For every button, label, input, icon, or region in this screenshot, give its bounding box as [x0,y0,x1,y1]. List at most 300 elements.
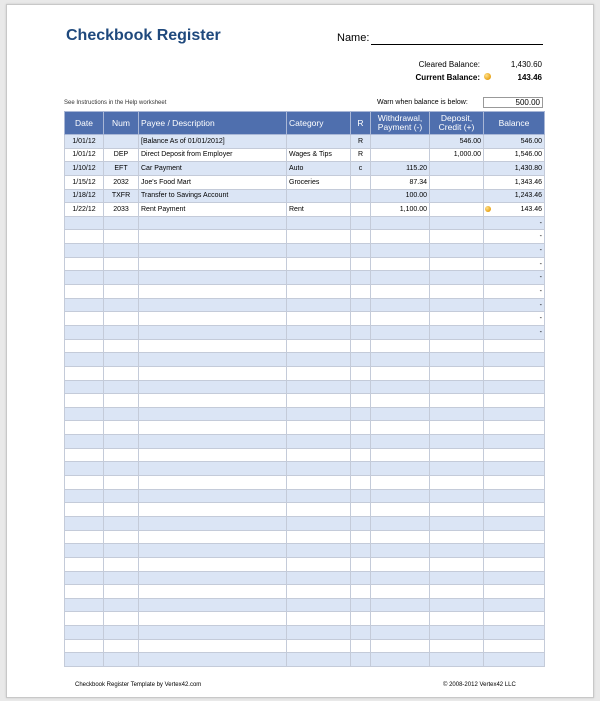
balance-cell[interactable]: 1,343.46 [484,175,545,189]
deposit-cell[interactable]: 546.00 [430,135,484,149]
reconciled-cell[interactable] [351,298,371,312]
reconciled-cell[interactable] [351,285,371,299]
payee-cell[interactable] [139,503,287,517]
reconciled-cell[interactable] [351,503,371,517]
date-cell[interactable] [65,216,104,230]
num-cell[interactable] [104,421,139,435]
balance-cell[interactable] [484,612,545,626]
reconciled-cell[interactable] [351,653,371,667]
payee-cell[interactable] [139,516,287,530]
payee-cell[interactable] [139,339,287,353]
deposit-cell[interactable] [430,544,484,558]
reconciled-cell[interactable] [351,530,371,544]
category-cell[interactable] [287,353,351,367]
date-cell[interactable] [65,298,104,312]
category-cell[interactable] [287,325,351,339]
deposit-cell[interactable] [430,175,484,189]
category-cell[interactable] [287,476,351,490]
balance-cell[interactable] [484,516,545,530]
payee-cell[interactable] [139,285,287,299]
payee-cell[interactable] [139,421,287,435]
reconciled-cell[interactable] [351,312,371,326]
withdrawal-cell[interactable] [371,353,430,367]
reconciled-cell[interactable] [351,448,371,462]
num-cell[interactable] [104,626,139,640]
num-cell[interactable] [104,271,139,285]
num-cell[interactable] [104,612,139,626]
reconciled-cell[interactable] [351,257,371,271]
balance-cell[interactable]: - [484,216,545,230]
reconciled-cell[interactable] [351,216,371,230]
num-cell[interactable] [104,530,139,544]
reconciled-cell[interactable] [351,271,371,285]
category-cell[interactable] [287,312,351,326]
reconciled-cell[interactable] [351,230,371,244]
num-cell[interactable] [104,394,139,408]
payee-cell[interactable] [139,380,287,394]
deposit-cell[interactable] [430,394,484,408]
column-header-reconciled[interactable]: R [351,112,371,135]
category-cell[interactable] [287,421,351,435]
deposit-cell[interactable] [430,298,484,312]
date-cell[interactable] [65,598,104,612]
withdrawal-cell[interactable] [371,503,430,517]
deposit-cell[interactable] [430,366,484,380]
reconciled-cell[interactable] [351,571,371,585]
deposit-cell[interactable] [430,189,484,203]
deposit-cell[interactable] [430,339,484,353]
num-cell[interactable] [104,325,139,339]
num-cell[interactable] [104,312,139,326]
num-cell[interactable] [104,585,139,599]
category-cell[interactable] [287,189,351,203]
deposit-cell[interactable] [430,653,484,667]
withdrawal-cell[interactable]: 1,100.00 [371,203,430,217]
payee-cell[interactable] [139,407,287,421]
payee-cell[interactable] [139,216,287,230]
date-cell[interactable] [65,557,104,571]
date-cell[interactable]: 1/01/12 [65,148,104,162]
date-cell[interactable] [65,257,104,271]
balance-cell[interactable] [484,639,545,653]
date-cell[interactable]: 1/22/12 [65,203,104,217]
category-cell[interactable] [287,380,351,394]
category-cell[interactable] [287,612,351,626]
category-cell[interactable] [287,394,351,408]
category-cell[interactable] [287,407,351,421]
reconciled-cell[interactable] [351,462,371,476]
payee-cell[interactable]: Transfer to Savings Account [139,189,287,203]
category-cell[interactable] [287,585,351,599]
date-cell[interactable]: 1/15/12 [65,175,104,189]
withdrawal-cell[interactable] [371,639,430,653]
column-header-date[interactable]: Date [65,112,104,135]
category-cell[interactable] [287,639,351,653]
balance-cell[interactable] [484,394,545,408]
deposit-cell[interactable] [430,626,484,640]
deposit-cell[interactable] [430,271,484,285]
num-cell[interactable] [104,339,139,353]
payee-cell[interactable] [139,530,287,544]
deposit-cell[interactable] [430,503,484,517]
num-cell[interactable] [104,353,139,367]
withdrawal-cell[interactable] [371,557,430,571]
balance-cell[interactable] [484,544,545,558]
balance-cell[interactable] [484,435,545,449]
balance-cell[interactable] [484,462,545,476]
date-cell[interactable] [65,516,104,530]
balance-cell[interactable] [484,503,545,517]
num-cell[interactable] [104,257,139,271]
date-cell[interactable] [65,448,104,462]
num-cell[interactable] [104,230,139,244]
reconciled-cell[interactable] [351,421,371,435]
balance-cell[interactable] [484,626,545,640]
balance-cell[interactable] [484,366,545,380]
category-cell[interactable] [287,298,351,312]
reconciled-cell[interactable] [351,544,371,558]
date-cell[interactable] [65,626,104,640]
date-cell[interactable] [65,489,104,503]
payee-cell[interactable] [139,585,287,599]
balance-cell[interactable] [484,380,545,394]
withdrawal-cell[interactable] [371,230,430,244]
withdrawal-cell[interactable] [371,325,430,339]
deposit-cell[interactable] [430,244,484,258]
num-cell[interactable] [104,462,139,476]
date-cell[interactable] [65,476,104,490]
num-cell[interactable] [104,135,139,149]
num-cell[interactable] [104,448,139,462]
date-cell[interactable] [65,312,104,326]
category-cell[interactable] [287,653,351,667]
category-cell[interactable]: Wages & Tips [287,148,351,162]
date-cell[interactable]: 1/10/12 [65,162,104,176]
balance-cell[interactable]: 1,430.80 [484,162,545,176]
withdrawal-cell[interactable] [371,421,430,435]
withdrawal-cell[interactable] [371,135,430,149]
withdrawal-cell[interactable] [371,516,430,530]
category-cell[interactable] [287,257,351,271]
num-cell[interactable] [104,216,139,230]
category-cell[interactable] [287,271,351,285]
balance-cell[interactable] [484,353,545,367]
payee-cell[interactable] [139,462,287,476]
category-cell[interactable] [287,598,351,612]
balance-cell[interactable] [484,598,545,612]
payee-cell[interactable] [139,557,287,571]
num-cell[interactable]: TXFR [104,189,139,203]
num-cell[interactable] [104,435,139,449]
reconciled-cell[interactable] [351,394,371,408]
balance-cell[interactable]: - [484,230,545,244]
date-cell[interactable] [65,339,104,353]
date-cell[interactable] [65,366,104,380]
balance-cell[interactable]: - [484,271,545,285]
balance-cell[interactable] [484,448,545,462]
balance-cell[interactable] [484,407,545,421]
withdrawal-cell[interactable] [371,285,430,299]
date-cell[interactable] [65,503,104,517]
num-cell[interactable] [104,516,139,530]
reconciled-cell[interactable] [351,203,371,217]
deposit-cell[interactable] [430,476,484,490]
withdrawal-cell[interactable] [371,394,430,408]
deposit-cell[interactable] [430,421,484,435]
payee-cell[interactable] [139,257,287,271]
reconciled-cell[interactable] [351,366,371,380]
reconciled-cell[interactable] [351,489,371,503]
deposit-cell[interactable] [430,230,484,244]
payee-cell[interactable] [139,626,287,640]
date-cell[interactable] [65,353,104,367]
reconciled-cell[interactable] [351,325,371,339]
deposit-cell[interactable] [430,162,484,176]
balance-cell[interactable] [484,489,545,503]
payee-cell[interactable] [139,394,287,408]
column-header-deposit[interactable]: Deposit, Credit (+) [430,112,484,135]
balance-cell[interactable]: - [484,244,545,258]
date-cell[interactable] [65,462,104,476]
deposit-cell[interactable] [430,571,484,585]
payee-cell[interactable] [139,612,287,626]
deposit-cell[interactable]: 1,000.00 [430,148,484,162]
deposit-cell[interactable] [430,585,484,599]
num-cell[interactable] [104,571,139,585]
num-cell[interactable]: EFT [104,162,139,176]
balance-cell[interactable]: - [484,325,545,339]
reconciled-cell[interactable] [351,244,371,258]
category-cell[interactable] [287,557,351,571]
payee-cell[interactable]: Rent Payment [139,203,287,217]
deposit-cell[interactable] [430,516,484,530]
column-header-num[interactable]: Num [104,112,139,135]
withdrawal-cell[interactable] [371,216,430,230]
num-cell[interactable] [104,380,139,394]
balance-cell[interactable]: 1,243.46 [484,189,545,203]
reconciled-cell[interactable] [351,557,371,571]
date-cell[interactable] [65,407,104,421]
category-cell[interactable] [287,544,351,558]
category-cell[interactable] [287,503,351,517]
column-header-payee[interactable]: Payee / Description [139,112,287,135]
withdrawal-cell[interactable] [371,571,430,585]
num-cell[interactable] [104,639,139,653]
balance-cell[interactable]: - [484,257,545,271]
category-cell[interactable] [287,339,351,353]
date-cell[interactable] [65,421,104,435]
balance-cell[interactable]: - [484,285,545,299]
payee-cell[interactable]: [Balance As of 01/01/2012] [139,135,287,149]
date-cell[interactable] [65,653,104,667]
num-cell[interactable] [104,407,139,421]
deposit-cell[interactable] [430,257,484,271]
deposit-cell[interactable] [430,557,484,571]
payee-cell[interactable] [139,244,287,258]
withdrawal-cell[interactable]: 87.34 [371,175,430,189]
balance-cell[interactable] [484,203,545,217]
reconciled-cell[interactable] [351,516,371,530]
num-cell[interactable] [104,476,139,490]
category-cell[interactable] [287,135,351,149]
withdrawal-cell[interactable]: 115.20 [371,162,430,176]
withdrawal-cell[interactable] [371,435,430,449]
num-cell[interactable] [104,598,139,612]
num-cell[interactable] [104,298,139,312]
balance-cell[interactable]: - [484,312,545,326]
withdrawal-cell[interactable] [371,271,430,285]
withdrawal-cell[interactable] [371,489,430,503]
payee-cell[interactable] [139,544,287,558]
balance-cell[interactable] [484,476,545,490]
date-cell[interactable] [65,325,104,339]
num-cell[interactable] [104,366,139,380]
num-cell[interactable] [104,244,139,258]
withdrawal-cell[interactable] [371,244,430,258]
date-cell[interactable] [65,612,104,626]
deposit-cell[interactable] [430,203,484,217]
withdrawal-cell[interactable] [371,148,430,162]
category-cell[interactable] [287,244,351,258]
withdrawal-cell[interactable] [371,339,430,353]
deposit-cell[interactable] [430,407,484,421]
reconciled-cell[interactable] [351,639,371,653]
payee-cell[interactable] [139,489,287,503]
deposit-cell[interactable] [430,353,484,367]
reconciled-cell[interactable] [351,339,371,353]
date-cell[interactable] [65,230,104,244]
withdrawal-cell[interactable] [371,407,430,421]
withdrawal-cell[interactable] [371,544,430,558]
category-cell[interactable]: Groceries [287,175,351,189]
category-cell[interactable] [287,571,351,585]
deposit-cell[interactable] [430,325,484,339]
balance-cell[interactable] [484,571,545,585]
date-cell[interactable] [65,544,104,558]
reconciled-cell[interactable] [351,435,371,449]
date-cell[interactable] [65,380,104,394]
payee-cell[interactable] [139,653,287,667]
category-cell[interactable] [287,462,351,476]
category-cell[interactable] [287,435,351,449]
category-cell[interactable]: Rent [287,203,351,217]
balance-cell[interactable] [484,421,545,435]
category-cell[interactable] [287,530,351,544]
date-cell[interactable] [65,585,104,599]
reconciled-cell[interactable] [351,175,371,189]
category-cell[interactable] [287,230,351,244]
category-cell[interactable] [287,489,351,503]
reconciled-cell[interactable]: c [351,162,371,176]
reconciled-cell[interactable] [351,598,371,612]
withdrawal-cell[interactable] [371,653,430,667]
payee-cell[interactable] [139,639,287,653]
balance-cell[interactable]: 1,546.00 [484,148,545,162]
payee-cell[interactable] [139,476,287,490]
withdrawal-cell[interactable] [371,298,430,312]
date-cell[interactable] [65,244,104,258]
deposit-cell[interactable] [430,489,484,503]
date-cell[interactable] [65,394,104,408]
payee-cell[interactable] [139,598,287,612]
deposit-cell[interactable] [430,598,484,612]
date-cell[interactable] [65,530,104,544]
deposit-cell[interactable] [430,216,484,230]
reconciled-cell[interactable] [351,476,371,490]
payee-cell[interactable] [139,571,287,585]
payee-cell[interactable] [139,312,287,326]
deposit-cell[interactable] [430,435,484,449]
deposit-cell[interactable] [430,380,484,394]
category-cell[interactable] [287,626,351,640]
withdrawal-cell[interactable] [371,612,430,626]
payee-cell[interactable] [139,325,287,339]
reconciled-cell[interactable] [351,189,371,203]
warn-threshold-input[interactable]: 500.00 [483,97,543,108]
deposit-cell[interactable] [430,312,484,326]
withdrawal-cell[interactable] [371,312,430,326]
deposit-cell[interactable] [430,285,484,299]
reconciled-cell[interactable] [351,407,371,421]
deposit-cell[interactable] [430,462,484,476]
category-cell[interactable]: Auto [287,162,351,176]
withdrawal-cell[interactable] [371,530,430,544]
reconciled-cell[interactable] [351,585,371,599]
name-field[interactable] [371,44,543,45]
category-cell[interactable] [287,216,351,230]
category-cell[interactable] [287,516,351,530]
payee-cell[interactable]: Car Payment [139,162,287,176]
num-cell[interactable] [104,544,139,558]
date-cell[interactable] [65,285,104,299]
withdrawal-cell[interactable] [371,598,430,612]
balance-cell[interactable] [484,557,545,571]
date-cell[interactable]: 1/01/12 [65,135,104,149]
deposit-cell[interactable] [430,448,484,462]
withdrawal-cell[interactable]: 100.00 [371,189,430,203]
category-cell[interactable] [287,366,351,380]
payee-cell[interactable] [139,448,287,462]
column-header-category[interactable]: Category [287,112,351,135]
withdrawal-cell[interactable] [371,257,430,271]
num-cell[interactable] [104,653,139,667]
date-cell[interactable] [65,571,104,585]
num-cell[interactable] [104,503,139,517]
category-cell[interactable] [287,448,351,462]
num-cell[interactable]: DEP [104,148,139,162]
withdrawal-cell[interactable] [371,462,430,476]
payee-cell[interactable] [139,366,287,380]
num-cell[interactable] [104,489,139,503]
withdrawal-cell[interactable] [371,626,430,640]
deposit-cell[interactable] [430,639,484,653]
column-header-withdrawal[interactable]: Withdrawal, Payment (-) [371,112,430,135]
date-cell[interactable]: 1/18/12 [65,189,104,203]
payee-cell[interactable] [139,435,287,449]
reconciled-cell[interactable] [351,626,371,640]
withdrawal-cell[interactable] [371,585,430,599]
payee-cell[interactable] [139,230,287,244]
payee-cell[interactable] [139,271,287,285]
balance-cell[interactable] [484,585,545,599]
withdrawal-cell[interactable] [371,380,430,394]
date-cell[interactable] [65,435,104,449]
num-cell[interactable] [104,557,139,571]
column-header-balance[interactable]: Balance [484,112,545,135]
payee-cell[interactable]: Direct Deposit from Employer [139,148,287,162]
reconciled-cell[interactable]: R [351,148,371,162]
payee-cell[interactable]: Joe's Food Mart [139,175,287,189]
